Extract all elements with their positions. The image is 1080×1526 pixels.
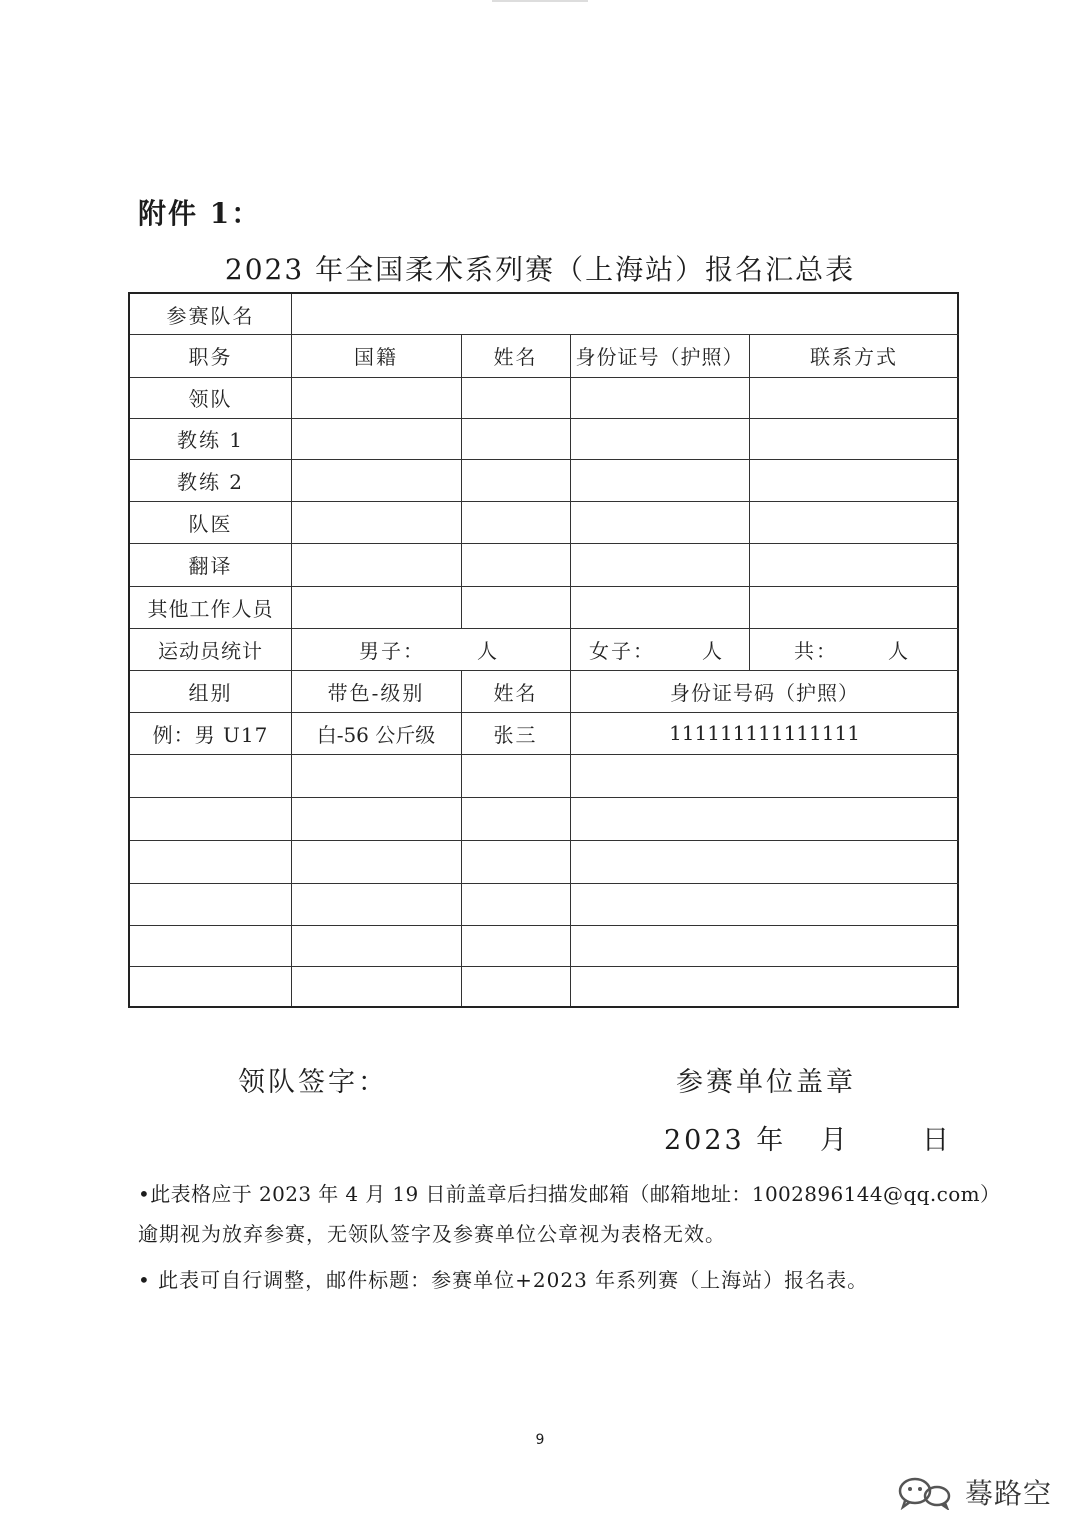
row-divider <box>130 966 959 967</box>
female-count-unit: 人 <box>702 638 724 663</box>
total-count-unit: 人 <box>888 638 910 663</box>
header-name: 姓名 <box>493 345 538 369</box>
row-divider <box>130 754 959 755</box>
header-athlete-id: 身份证号码（护照） <box>670 680 859 705</box>
team-name-label: 参赛队名 <box>166 303 255 328</box>
female-count-label: 女子： <box>589 638 655 663</box>
leader-signature-label: 领队签字： <box>238 1067 388 1098</box>
col-divider <box>291 294 292 1006</box>
row-divider <box>130 925 959 926</box>
header-id-passport: 身份证号（护照） <box>575 345 744 369</box>
note-adjustable: • 此表可自行调整，邮件标题：参赛单位+2023 年系列赛（上海站）报名表。 <box>138 1268 869 1292</box>
attachment-label: 附件 1： <box>138 197 262 230</box>
role-translator: 翻译 <box>188 554 233 578</box>
scan-edge-line <box>492 0 588 2</box>
header-nationality: 国籍 <box>354 345 398 369</box>
role-other-staff: 其他工作人员 <box>147 596 274 621</box>
role-coach-1: 教练 1 <box>176 428 245 452</box>
total-count-label: 共： <box>794 638 838 663</box>
header-belt-weight: 带色-级别 <box>327 680 425 705</box>
date-month: 月 <box>820 1125 850 1156</box>
header-contact: 联系方式 <box>810 345 898 369</box>
role-team-leader: 领队 <box>188 387 233 411</box>
col-divider <box>461 334 462 628</box>
role-coach-2: 教练 2 <box>176 469 245 494</box>
row-divider <box>130 797 959 798</box>
registration-table <box>128 292 959 1008</box>
row-divider <box>130 883 959 884</box>
date-day: 日 <box>922 1125 952 1156</box>
example-belt-weight: 白-56 公斤级 <box>316 722 436 747</box>
watermark <box>895 1472 1052 1512</box>
example-name: 张三 <box>493 722 538 747</box>
date-year: 2023 年 <box>664 1125 787 1156</box>
page-number: 9 <box>535 1432 545 1448</box>
male-count-unit: 人 <box>477 638 499 663</box>
note-invalid: 逾期视为放弃参赛，无领队签字及参赛单位公章视为表格无效。 <box>138 1222 726 1246</box>
note-deadline: •此表格应于 2023 年 4 月 19 日前盖章后扫描发邮箱（邮箱地址：1002896144@qq.com） <box>138 1182 1001 1206</box>
unit-stamp-label: 参赛单位盖章 <box>676 1067 856 1098</box>
watermark-text: 蓦路空 <box>965 1477 1053 1510</box>
example-id: 111111111111111 <box>669 721 860 745</box>
col-divider <box>749 334 750 670</box>
male-count-label: 男子： <box>359 638 425 663</box>
example-group: 例：男 U17 <box>152 722 269 747</box>
row-divider <box>130 840 959 841</box>
athlete-stats-label: 运动员统计 <box>158 638 263 663</box>
form-title: 2023 年全国柔术系列赛（上海站）报名汇总表 <box>224 253 856 286</box>
wechat-icon <box>895 1474 959 1510</box>
role-team-doctor: 队医 <box>188 511 233 536</box>
header-athlete-name: 姓名 <box>493 680 538 705</box>
header-role: 职务 <box>188 345 233 369</box>
header-group: 组别 <box>188 680 233 705</box>
